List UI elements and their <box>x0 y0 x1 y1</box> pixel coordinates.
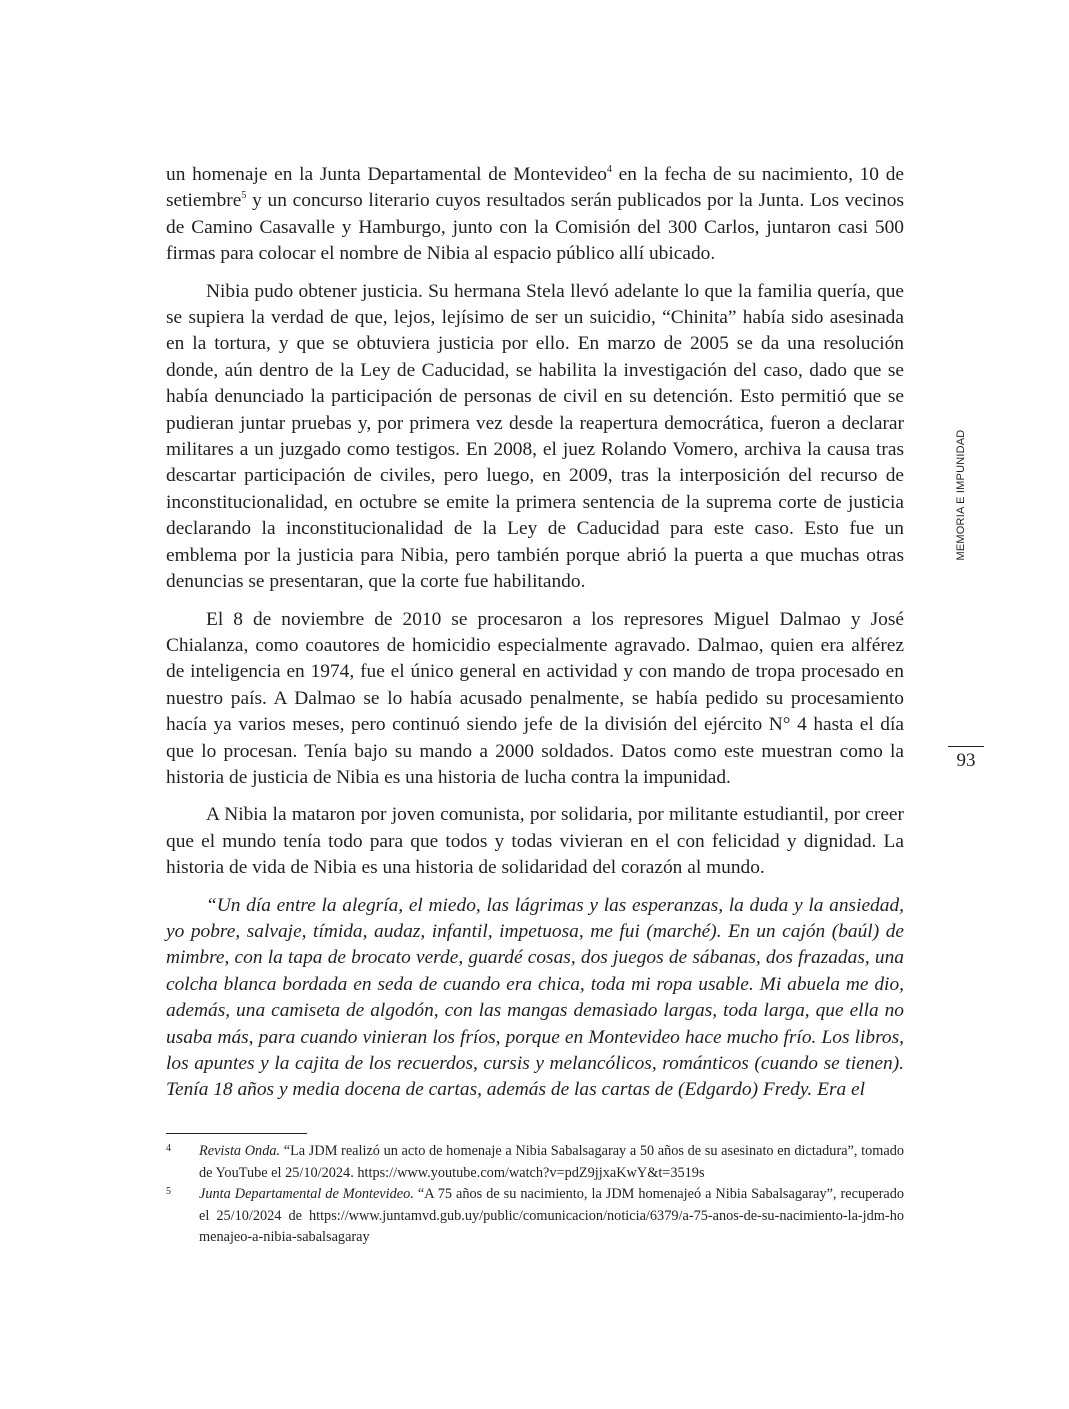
footnote-ref-4[interactable]: 4 <box>606 164 612 175</box>
footnote-text[interactable]: “La JDM realizó un acto de homenaje a Nibia Sabalsagaray a 50 años de su asesinato en dictadura”, tomado de YouTube el 25/10/2024. https://www.youtube.com/watch?v=pdZ9jjxaKwY&t=3519s <box>199 1143 904 1181</box>
paragraph-1-part-c: y un concurso literario cuyos resultados serán publicados por la Junta. Los vecinos de Camino Casavalle y Hamburgo, junto con la Comisión del 300 Carlos, juntaron casi 500 firmas para colocar el nombre de Nibia al espacio público allí ubicado. <box>166 190 904 265</box>
footnote-text[interactable]: “A 75 años de su nacimiento, la JDM homenajeó a Nibia Sabalsagaray”, recuperado el 25/10/2024 de https://www.juntamvd.gub.uy/public/comunicacion/noticia/6379/a-75-anos-de-su-nacimiento-la-jdm-homenajeo-a-nibia-sabalsagaray <box>199 1186 904 1245</box>
page-number-rule <box>948 746 984 747</box>
footnote-mark: 5 <box>166 1186 171 1197</box>
paragraph-4: A Nibia la mataron por joven comunista, por solidaria, por militante estudiantil, por creer que el mundo tenía todo para que todos y todas vivieran en el con felicidad y dignidad. La historia de vida de Nibia es una historia de solidaridad del corazón al mundo. <box>166 804 904 879</box>
quote-paragraph: “Un día entre la alegría, el miedo, las lágrimas y las esperanzas, la duda y la ansiedad, yo pobre, salvaje, tímida, audaz, infantil, impetuosa, me fui (marché). En un cajón (baúl) de mimbre, con la tapa de brocato verde, guardé cosas, dos juegos de sábanas, dos frazadas, una colcha blanca bordada en seda de cuando era chica, toda mi ropa usable. Mi abuela me dio, además, una camiseta de algodón, con las mangas demasiado largas, toda larga, que ella no usaba más, para cuando vinieran los fríos, porque en Montevideo hace mucho frío. Los libros, los apuntes y la cajita de los recuerdos, cursis y melancólicos, románticos (cuando se tienen). Tenía 18 años y media docena de cartas, además de las cartas de (Edgardo) Fredy. Era el <box>166 894 904 1101</box>
paragraph-3: El 8 de noviembre de 2010 se procesaron a los represores Miguel Dalmao y José Chialanza, como coautores de homicidio especialmente agravado. Dalmao, quien era alférez de inteligencia en 1974, fue el único general en actividad y con mando de tropa procesado en nuestro país. A Dalmao se lo había acusado penalmente, se había pedido su procesamiento hacía ya varios meses, pero continuó siendo jefe de la división del ejército N° 4 hasta el día que lo procesan. Tenía bajo su mando a 2000 soldados. Datos como este muestran como la historia de justicia de Nibia es una historia de lucha contra la impunidad. <box>166 608 904 788</box>
paragraph-1-part-b: en la fecha de su nacimiento, 10 de setiembre <box>166 164 904 212</box>
page-number: 93 <box>956 750 976 771</box>
side-label-text: MEMORIA E IMPUNIDAD <box>955 429 967 561</box>
footnote-separator <box>166 1133 307 1134</box>
footnote-mark: 4 <box>166 1143 171 1154</box>
running-side-label <box>952 420 970 570</box>
paragraph-2: Nibia pudo obtener justicia. Su hermana Stela llevó adelante lo que la familia quería, que se supiera la verdad de que, lejos, lejísimo de ser un suicidio, “Chinita” había sido asesinada en la tortura, y que se obtuviera justicia por ello. En marzo de 2005 se da una resolución donde, aún dentro de la Ley de Caducidad, se habilita la investigación del caso, dado que se había denunciado la participación de personas de civil en su detención. Esto permitió que se pudieran juntar pruebas y, por primera vez desde la reapertura democrática, fueron a declarar militares a un juzgado como testigos. En 2008, el juez Rolando Vomero, archiva la causa tras descartar participación de civiles, pero luego, en 2009, tras la interposición del recurso de inconstitucionalidad, en octubre se emite la primera sentencia de la suprema corte de justicia declarando la inconstitucionalidad de la Ley de Caducidad para este caso. Esto fue un emblema por la justicia para Nibia, pero también porque abrió la puerta a que muchas otras denuncias se presentaran, que la corte fue habilitando. <box>166 280 904 593</box>
footnote-source: Junta Departamental de Montevideo. <box>199 1186 414 1202</box>
footnote-source: Revista Onda. <box>199 1143 281 1159</box>
paragraph-1-part-a: un homenaje en la Junta Departamental de Montevideo <box>166 164 607 185</box>
footnote-5 <box>166 1184 904 1249</box>
paragraph-1 <box>166 162 904 268</box>
body-text <box>166 162 904 1115</box>
footnote-4 <box>166 1141 904 1184</box>
footnotes <box>166 1141 904 1249</box>
footnote-ref-5[interactable]: 5 <box>241 190 247 202</box>
